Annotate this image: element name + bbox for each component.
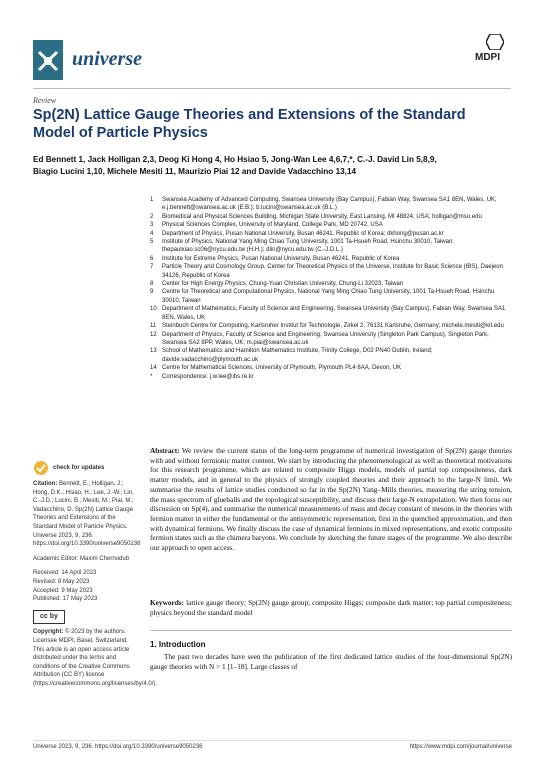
title-line-2: Model of Particle Physics [33,125,208,141]
affiliation-text: Department of Mathematics, Faculty of Science and Engineering, Swansea University (Bay Campus), Fabian Way, Swansea SA1 8EN, Wales, UK [162,306,506,321]
affiliation-item [150,322,512,330]
journal-logo [33,40,63,80]
published-date: Published: 17 May 2023 [33,596,98,603]
affiliation-item [150,288,512,305]
sidebar [33,460,158,688]
citation-label: Citation: [33,481,58,487]
title-line-1: Sp(2N) Lattice Gauge Theories and Extensions of the Standard [33,107,466,123]
intro-heading: 1. Introduction [150,640,206,649]
affiliation-item [150,347,512,364]
affiliation-text: Institute of Physics, National Yang Ming Chiao Tung University, 1001 Ta-Hsueh Road, Hsinchu 30010, Taiwan; thepaulxiao.sc06@nycu.edu.tw (H.H.); dlin@nycu.edu.tw (C.-J.D.L.) [162,239,454,254]
section-divider [150,630,512,631]
affiliation-number: 1 [150,197,154,203]
check-for-updates-badge[interactable] [33,460,138,476]
accepted-date: Accepted: 9 May 2023 [33,587,93,594]
journal-name: universe [72,48,142,70]
affiliation-item [150,331,512,348]
affiliation-item [150,221,512,229]
affiliation-number: * [150,373,153,380]
affiliation-text: Institute for Extreme Physics, Pusan National University, Busan 46241, Republic of Korea [162,255,400,262]
footer-citation[interactable]: Universe 2023, 9, 236. https://doi.org/10.3390/universe9050236 [33,744,203,750]
affiliation-number: 9 [150,289,154,296]
affiliations [150,196,512,381]
affiliation-item [150,213,512,221]
affiliation-text: Department of Physics, Faculty of Science and Engineering, Swansea University (Singleton Park Campus), Singleton Park, Swansea SA2 8PP, Wales, UK; m.piai@swansea.ac.uk [162,331,489,346]
affiliation-item [150,255,512,263]
citation-text: Bennett, E.; Holligan, J.; Hong, D.K.; Hsiao, H.; Lee, J.-W.; Lin, C.-J.D.; Lucini, B.; Mesiti, M.; Piai, M.; Vadacchino, D. Sp(2N) Lattice Gauge Theories and Extensions of the Standard Model of Particle Physics. Universe 2023, 9, 236. https://doi.org/10.3390/universe9050236 [33,481,141,548]
affiliation-number: 2 [150,213,154,220]
affiliation-item [150,280,512,288]
affiliation-item [150,196,512,213]
keywords [150,598,512,617]
keywords-text: lattice gauge theory; Sp(2N) gauge group; composite Higgs; composite dark matter; top partial compositeness; physics beyond the standard model [150,598,512,617]
affiliation-item [150,263,512,280]
affiliation-text: Physical Sciences Complex, University of Maryland, College Park, MD 20742, USA [162,222,383,229]
affiliation-item [150,373,512,381]
affiliation-number: 14 [150,365,157,372]
affiliation-number: 7 [150,264,154,271]
check-updates-icon [33,460,49,476]
article-type: Review [33,96,57,105]
affiliation-text: Centre for Theoretical and Computational Physics, National Yang Ming Chiao Tung University, 1001 Ta-Hsueh Road, Hsinchu 30010, Taiwan [162,289,495,304]
affiliation-number: 13 [150,348,157,355]
footer-journal-link[interactable]: https://www.mdpi.com/journal/universe [409,744,512,750]
affiliation-number: 6 [150,255,154,262]
affiliation-number: 10 [150,306,157,313]
publisher-name: MDPI [475,52,500,63]
abstract [150,446,512,553]
intro-paragraph: The past two decades have seen the publication of the first dedicated lattice studies of the four-dimensional Sp(2N) gauge theories with N > 1 [1–18]. Large classes of [150,652,512,671]
citation [33,480,141,549]
affiliation-text: Biomedical and Physical Sciences Building, Michigan State University, East Lansing, MI 48824, USA; holligan@msu.edu [162,213,482,220]
footer-divider [33,740,511,741]
affiliation-number: 8 [150,281,154,288]
author-list [33,154,511,178]
article-title [33,106,511,142]
copyright-text: © 2023 by the authors. Licensee MDPI, Basel, Switzerland. This article is an open access article distributed under the terms and conditions of the Creative Commons Attribution (CC BY) license (https://creativecommons.org/licenses/by/4.0/). [33,629,158,687]
header-divider [33,88,511,89]
affiliation-text: School of Mathematics and Hamilton Mathematics Institute, Trinity College, D02 PN40 Dublin, Ireland; davide.vadacchino@plymouth.ac.uk [162,348,433,363]
affiliation-text: Department of Physics, Pusan National University, Busan 46241, Republic of Korea; dkhong@pusan.ac.kr [162,230,444,237]
affiliation-number: 3 [150,222,154,229]
affiliation-text: Steinbuch Centre for Computing, Karlsruher Institut für Technologie, Zirkel 2, 76131 Karlsruhe, Germany; michele.mesiti@kit.edu [162,323,504,330]
academic-editor: Academic Editor: Maxim Chernodub [33,555,130,562]
affiliation-item [150,364,512,372]
affiliation-item [150,305,512,322]
cc-by-badge[interactable]: cc by [33,610,65,625]
affiliation-text: Correspondence: j.w.lee@ibs.re.kr [162,373,254,380]
affiliation-text: Center for High Energy Physics, Chung-Yuan Christian University, Chung-Li 32023, Taiwan [162,281,404,288]
affiliation-item [150,238,512,255]
affiliation-text: Swansea Academy of Advanced Computing, Swansea University (Bay Campus), Fabian Way, Swansea SA1 8EN, Wales, UK; e.j.bennett@swansea.ac.uk (E.B.); b.lucini@swansea.ac.uk (B.L.) [162,197,497,212]
affiliation-number: 11 [150,323,157,330]
authors-line-1: Ed Bennett 1, Jack Holligan 2,3, Deog Ki Hong 4, Ho Hsiao 5, Jong-Wan Lee 4,6,7,*, C.-J. David Lin 5,8,9, [33,155,437,164]
mdpi-logo-icon [486,34,504,50]
copyright [33,628,158,688]
affiliation-number: 5 [150,239,154,246]
copyright-label: Copyright: [33,629,64,636]
abstract-label: Abstract: [150,446,180,455]
authors-line-2: Biagio Lucini 1,10, Michele Mesiti 11, Maurizio Piai 12 and Davide Vadacchino 13,14 [33,167,357,176]
abstract-text: We review the current status of the long-term programme of numerical investigation of Sp(2N) gauge theories with and without fermionic matter content. We start by introducing the phenomenological as well as theoretical motivations for this research programme, which are related to composite Higgs models, models of partial top compositeness, dark matter models, and in general to the physics of strongly coupled theories and their approach to the large-N limit. We summarise the results of lattice studies conducted so far in the Sp(2N) Yang–Mills theories, measuring the string tension, the mass spectrum of glueballs and the topological susceptibility, and discuss their large-N extrapolation. We then focus our discussion on Sp(4), and summarise the numerical measurements of mass and decay constant of mesons in the theories with fermion matter in either the fundamental or the antisymmetric representation, first in the quenched approximation, and then with dynamical fermions. We finally discuss the case of dynamical fermions in mixed representations, and exotic composite fermion states such as the chimera baryons. We conclude by sketching the future stages of the programme. We also describe our approach to open access. [150,446,512,553]
received-date: Received: 14 April 2023 [33,570,97,577]
affiliation-number: 4 [150,230,154,237]
revised-date: Revised: 8 May 2023 [33,578,90,585]
affiliation-text: Centre for Mathematical Sciences, University of Plymouth, Plymouth PL4 8AA, Devon, UK [162,365,402,372]
affiliation-item [150,230,512,238]
keywords-label: Keywords: [150,598,185,607]
check-updates-label: check for updates [53,464,105,471]
affiliation-number: 12 [150,331,157,338]
affiliation-text: Particle Theory and Cosmology Group, Center for Theoretical Physics of the Universe, Institute for Basic Science (IBS), Daejeon 34126, Republic of Korea [162,264,503,279]
